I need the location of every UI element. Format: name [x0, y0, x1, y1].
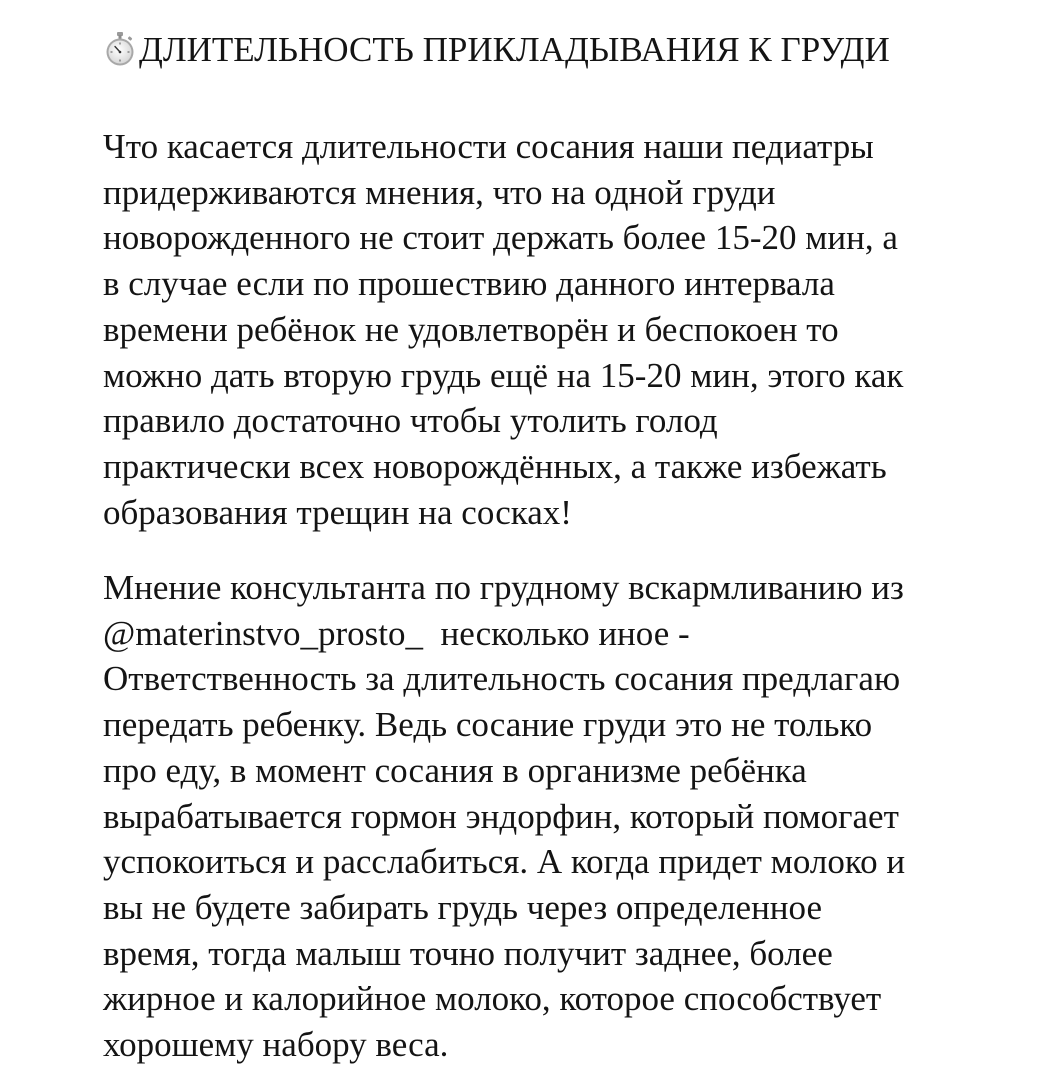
- text-line: новорожденного не стоит держать более 15-20 мин, а: [103, 218, 898, 258]
- text-line: вырабатывается гормон эндорфин, который помогает: [103, 796, 899, 836]
- text-line: хорошему набору веса.: [103, 1025, 449, 1065]
- text-line: Мнение консультанта по грудному вскармливанию из: [103, 568, 904, 607]
- paragraph-pediatricians: [103, 124, 1003, 535]
- text-line: передать ребенку. Ведь сосание груди это не только: [103, 705, 873, 745]
- text-line: жирное и калорийное молоко, которое способствует: [103, 979, 882, 1019]
- text-line: про еду, в момент сосания в организме ребёнка: [103, 750, 807, 790]
- text-line: в случае если по прошествию данного интервала: [103, 264, 835, 304]
- text-line: практически всех новорождённых, а также избежать: [103, 446, 887, 486]
- text-line: успокоиться и расслабиться. А когда придет молоко и: [103, 842, 906, 882]
- text-line: вы не будете забирать грудь через определенное: [103, 887, 822, 927]
- text-line: @materinstvo_prosto_ несколько иное -: [103, 613, 690, 653]
- page-title-text: ДЛИТЕЛЬНОСТЬ ПРИКЛАДЫВАНИЯ К ГРУДИ: [139, 30, 890, 69]
- text-line: придерживаются мнения, что на одной груди: [103, 172, 776, 212]
- paragraph-consultant: [103, 565, 1003, 1068]
- stopwatch-icon: [103, 31, 137, 67]
- text-line: Ответственность за длительность сосания предлагаю: [103, 659, 901, 699]
- text-line: Что касается длительности сосания наши педиатры: [103, 127, 874, 166]
- text-line: время, тогда малыш точно получит заднее, более: [103, 933, 833, 973]
- text-line: правило достаточно чтобы утолить голод: [103, 401, 718, 441]
- text-line: можно дать вторую грудь ещё на 15-20 мин, этого как: [103, 355, 904, 395]
- text-line: времени ребёнок не удовлетворён и беспокоен то: [103, 309, 839, 349]
- text-line: образования трещин на сосках!: [103, 492, 572, 532]
- page-title: [103, 26, 1003, 74]
